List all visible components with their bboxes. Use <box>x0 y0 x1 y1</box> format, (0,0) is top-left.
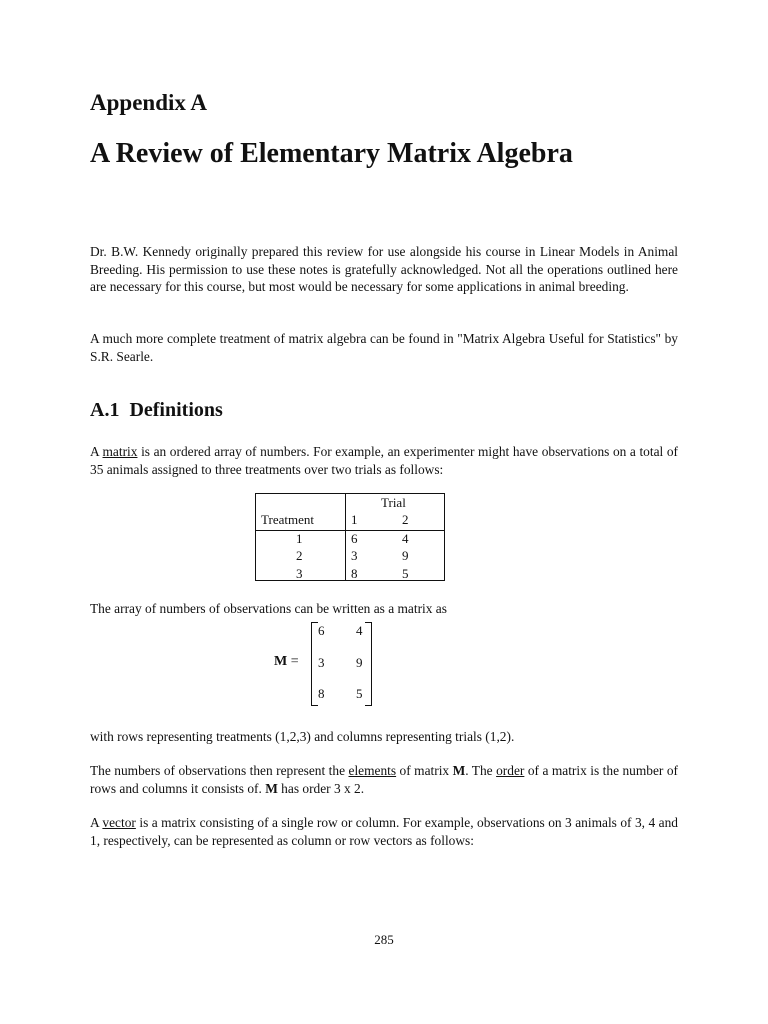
matrix-right-bracket <box>365 622 372 706</box>
page-number: 285 <box>374 932 394 947</box>
text-span: of matrix <box>396 763 453 778</box>
table-cell: 5 <box>402 566 409 581</box>
table-cell: 8 <box>351 566 358 581</box>
table-cell-treatment: 1 <box>296 531 303 546</box>
equals-sign: = <box>290 654 299 669</box>
matrix-left-bracket <box>311 622 318 706</box>
matrix-name: M <box>274 654 288 669</box>
table-cell: 4 <box>402 531 409 546</box>
page-title: A Review of Elementary Matrix Algebra <box>90 138 573 169</box>
table-header-divider <box>255 530 445 531</box>
text-span: A <box>90 444 103 459</box>
text-span: of a matrix is the number of rows and columns it consists of. <box>90 763 678 796</box>
table-cell: 3 <box>351 548 358 563</box>
section-heading <box>90 399 223 422</box>
term-vector: vector <box>102 815 136 830</box>
intro-paragraph-2: A much more complete treatment of matrix algebra can be found in "Matrix Algebra Useful for Statistics" by S.R. Searle. <box>90 331 678 364</box>
table-col-group-header: Trial <box>381 495 406 510</box>
text-span: is a matrix consisting of a single row or column. For example, observations on 3 animals of 3, 4 and 1, respectively, can be represented as column or row vectors as follows: <box>90 815 678 848</box>
array-paragraph: The array of numbers of observations can be written as a matrix as <box>90 601 447 616</box>
table-cell: 6 <box>351 531 358 546</box>
table-column-divider <box>345 493 346 581</box>
table-col-header: 1 <box>351 512 358 527</box>
text-span: is an ordered array of numbers. For example, an experimenter might have observations on a total of 35 animals assigned to three treatments over two trials as follows: <box>90 444 678 477</box>
table-cell-treatment: 2 <box>296 548 303 563</box>
matrix-ref: M <box>265 780 278 796</box>
table-row-header: Treatment <box>261 512 314 527</box>
appendix-label: Appendix A <box>90 90 207 115</box>
matrix-element: 6 <box>318 623 325 638</box>
table-cell-treatment: 3 <box>296 566 303 581</box>
matrix-definition-paragraph <box>90 443 678 478</box>
vector-definition-paragraph <box>90 814 678 849</box>
term-order: order <box>496 763 525 778</box>
section-title: Definitions <box>129 399 223 421</box>
matrix-element: 9 <box>356 655 363 670</box>
section-number: A.1 <box>90 399 120 421</box>
matrix-element: 8 <box>318 686 325 701</box>
term-matrix: matrix <box>102 444 138 459</box>
matrix-element: 3 <box>318 655 325 670</box>
matrix-element: 5 <box>356 686 363 701</box>
matrix-equation <box>274 654 299 670</box>
intro-paragraph-1: Dr. B.W. Kennedy originally prepared this review for use alongside his course in Linear Models in Animal Breeding. His permission to use these notes is gratefully acknowledged. Not all the operations outlined here are necessary for this course, but most would be necessary for some applications in animal breeding. <box>90 244 678 294</box>
elements-order-paragraph <box>90 762 678 797</box>
text-span: A <box>90 815 103 830</box>
text-span: The numbers of observations then represent the <box>90 763 349 778</box>
observation-table <box>255 493 445 581</box>
term-elements: elements <box>348 763 397 778</box>
text-span: . The <box>465 763 497 778</box>
text-span: has order 3 x 2. <box>277 780 365 796</box>
matrix-ref: M <box>452 763 466 778</box>
table-col-header: 2 <box>402 512 409 527</box>
matrix-element: 4 <box>356 623 363 638</box>
table-cell: 9 <box>402 548 409 563</box>
rows-columns-paragraph: with rows representing treatments (1,2,3) and columns representing trials (1,2). <box>90 729 515 744</box>
